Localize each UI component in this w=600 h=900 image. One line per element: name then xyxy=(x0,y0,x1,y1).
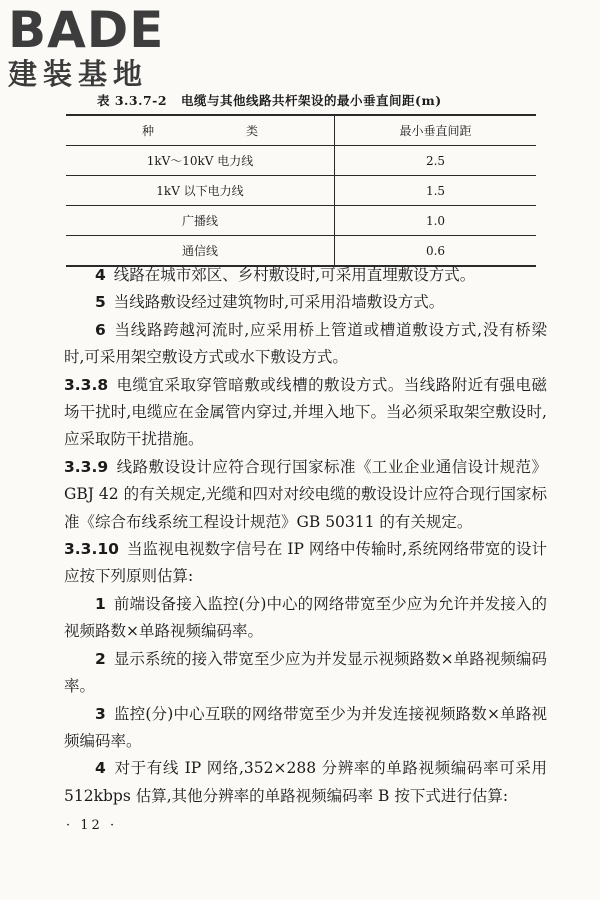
clause-text: 当监视电视数字信号在 IP 网络中传输时,系统网络带宽的设计应按下列原则估算: xyxy=(64,540,547,586)
clause-text: 当线路敷设经过建筑物时,可采用沿墙敷设方式。 xyxy=(113,293,445,312)
clause-5 xyxy=(64,289,547,316)
body-text xyxy=(64,262,547,810)
header-min-spacing: 最小垂直间距 xyxy=(335,115,537,146)
clause-3-3-10-3 xyxy=(64,701,547,756)
cell-type: 1kV～10kV 电力线 xyxy=(66,146,335,176)
clause-text: 对于有线 IP 网络,352×288 分辨率的单路视频编码率可采用 512kbps 估算,其他分辨率的单路视频编码率 B 按下式进行估算: xyxy=(64,759,547,805)
clause-text: 当线路跨越河流时,应采用桥上管道或槽道敷设方式,没有桥梁时,可采用架空敷设方式或水下敷设方式。 xyxy=(64,320,547,367)
item-number: 5 xyxy=(95,293,106,312)
table-header-row xyxy=(66,115,536,146)
clause-3-3-8 xyxy=(64,372,547,454)
item-number: 2 xyxy=(95,649,106,668)
clause-4 xyxy=(64,262,547,289)
clause-3-3-10-1 xyxy=(64,591,547,646)
table-number: 表 3.3.7-2 xyxy=(97,93,168,108)
item-number: 4 xyxy=(95,266,106,284)
spacing-table xyxy=(66,114,536,267)
brand-logo xyxy=(8,1,165,91)
table-caption xyxy=(97,91,442,109)
clause-text: 线路在城市郊区、乡村敷设时,可采用直埋敷设方式。 xyxy=(113,266,476,284)
clause-3-3-10-2 xyxy=(64,646,547,701)
table-row xyxy=(66,176,536,206)
item-number: 3 xyxy=(95,704,106,723)
page-number: · 12 · xyxy=(66,818,118,833)
table-row xyxy=(66,206,536,236)
cell-type: 通信线 xyxy=(66,236,335,267)
cell-value: 1.5 xyxy=(335,176,537,206)
cell-type: 1kV 以下电力线 xyxy=(66,176,335,206)
logo-subtitle: 建装基地 xyxy=(8,57,149,91)
clause-3-3-10-4 xyxy=(64,755,547,810)
cell-value: 1.0 xyxy=(335,206,537,236)
section-number: 3.3.10 xyxy=(64,540,119,559)
section-number: 3.3.9 xyxy=(64,457,109,476)
clause-text: 线路敷设设计应符合现行国家标准《工业企业通信设计规范》GBJ 42 的有关规定,光缆和四对对绞电缆的敷设设计应符合现行国家标准《综合布线系统工程设计规范》GB 50311 的有关规定。 xyxy=(64,457,547,531)
cell-type: 广播线 xyxy=(66,206,335,236)
clause-text: 监控(分)中心互联的网络带宽至少为并发连接视频路数×单路视频编码率。 xyxy=(64,704,547,750)
clause-3-3-10 xyxy=(64,536,547,591)
header-type: 种 类 xyxy=(66,115,335,146)
section-number: 3.3.8 xyxy=(64,375,109,394)
cell-value: 2.5 xyxy=(335,146,537,176)
item-number: 4 xyxy=(95,759,106,778)
item-number: 6 xyxy=(95,320,106,339)
clause-text: 显示系统的接入带宽至少应为并发显示视频路数×单路视频编码率。 xyxy=(64,649,547,696)
clause-text: 前端设备接入监控(分)中心的网络带宽至少应为允许并发接入的视频路数×单路视频编码率。 xyxy=(64,594,547,641)
table-title: 电缆与其他线路共杆架设的最小垂直间距(m) xyxy=(181,93,442,108)
item-number: 1 xyxy=(95,594,106,613)
clause-text: 电缆宜采取穿管暗敷或线槽的敷设方式。当线路附近有强电磁场干扰时,电缆应在金属管内穿过,并埋入地下。当必须采取架空敷设时,应采取防干扰措施。 xyxy=(64,375,547,449)
table-row xyxy=(66,146,536,176)
clause-6 xyxy=(64,317,547,372)
clause-3-3-9 xyxy=(64,454,547,536)
logo-brand-text: BADE xyxy=(8,1,165,59)
cell-value: 0.6 xyxy=(335,236,537,267)
